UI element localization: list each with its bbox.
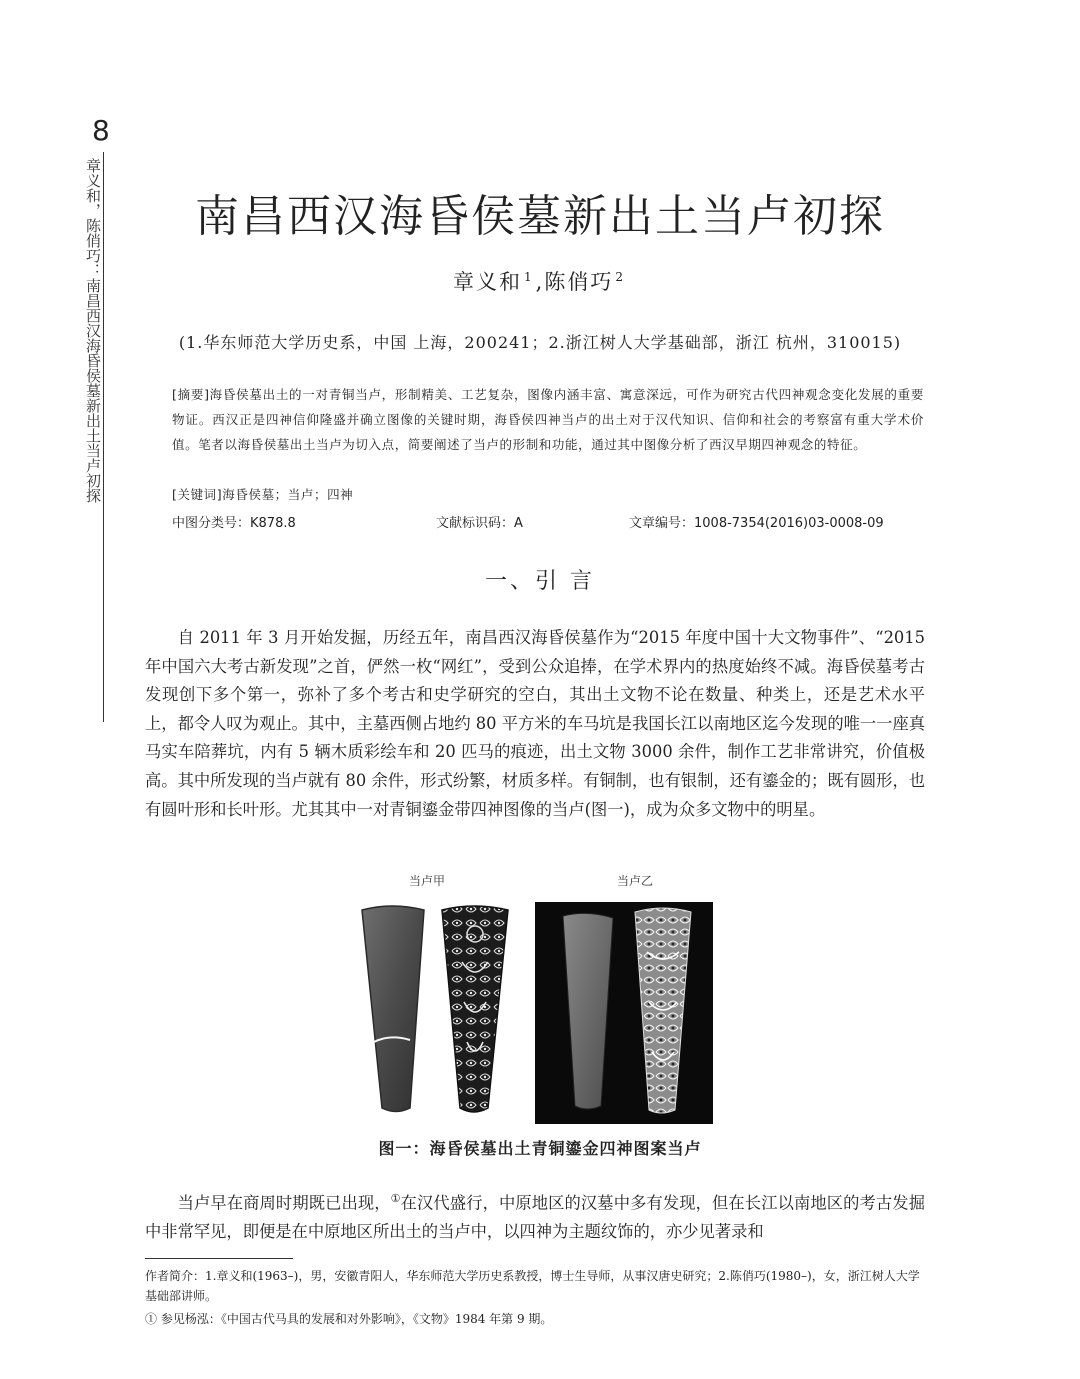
body-paragraph: 自 2011 年 3 月开始发掘，历经五年，南昌西汉海昏侯墓作为“2015 年度中国十大文物事件”、“2015 年中国六大考古新发现”之首，俨然一枚“网红”，受到公众追捧，在学术界内的热度始终不减。海昏侯墓考古发现创下多个第一，弥补了多个考古和史学研究的空白，其出土文物不论在数量、种类上，还是艺术水平上，都令人叹为观止。其中，主墓西侧占地约 80 平方米的车马坑是我国长江以南地区迄今发现的唯一一座真马实车陪葬坑，内有 5 辆木质彩绘车和 20 匹马的痕迹，出土文物 3000 余件，制作工艺非常讲究，价值极高。其中所发现的当卢就有 80 余件，形式纷繁，材质多样。有铜制，也有银制，还有鎏金的；既有圆形，也有圆叶形和长叶形。尤其其中一对青铜鎏金带四神图像的当卢(图一)，成为众多文物中的明星。 (145, 628, 926, 819)
author-separator: , (535, 270, 545, 294)
figure-photo-jia (352, 902, 517, 1124)
figure-photo-yi (535, 902, 713, 1124)
abstract (172, 382, 924, 457)
body-paragraph-2 (145, 1185, 925, 1247)
footnote: ① 参见杨泓：《中国古代马具的发展和对外影响》，《文物》1984 年第 9 期。 (145, 1312, 553, 1326)
page-number: 8 (92, 114, 110, 147)
author-bio-text: 1.章义和(1963–)，男，安徽青阳人，华东师范大学历史系教授，博士生导师，从事汉唐史研究；2.陈俏巧(1980–)，女，浙江树人大学基础部讲师。 (145, 1269, 920, 1303)
paragraph2-text-after: 在汉代盛行，中原地区的汉墓中多有发现，但在长江以南地区的考古发掘中非常罕见，即便是在中原地区所出土的当卢中，以四神为主题纹饰的，亦少见著录和 (145, 1193, 925, 1242)
abstract-text: 海昏侯墓出土的一对青铜当卢，形制精美、工艺复杂，图像内涵丰富、寓意深远，可作为研究古代四神观念变化发展的重要物证。西汉正是四神信仰隆盛并确立图像的关键时期，海昏侯四神当卢的出土对于汉代知识、信仰和社会的考察富有重大学术价值。笔者以海昏侯墓出土当卢为切入点，简要阐述了当卢的形制和功能，通过其中图像分析了西汉早期四神观念的特征。 (172, 387, 924, 452)
keywords (172, 485, 353, 503)
paragraph2-text-before: 当卢早在商周时期既已出现， (177, 1193, 391, 1213)
author-line (0, 266, 1080, 296)
keywords-tag: [关键词] (172, 487, 223, 502)
footnote-ref-1: ① (390, 1192, 401, 1205)
affiliation: (1.华东师范大学历史系，中国 上海，200241；2.浙江树人大学基础部，浙江 杭州，310015) (178, 333, 902, 352)
affiliation-mark-1: 1 (524, 270, 534, 284)
clc-number: 中图分类号：K878.8 (172, 516, 296, 531)
author-bio (145, 1266, 925, 1306)
running-head: 章义和，陈俏巧：南昌西汉海昏侯墓新出土当卢初探 (84, 158, 102, 503)
article-number: 文章编号：1008-7354(2016)03-0008-09 (629, 516, 884, 531)
section-heading: 一、引 言 (485, 569, 595, 594)
figure-label-jia: 当卢甲 (409, 874, 446, 888)
author-bio-tag: 作者简介： (145, 1269, 206, 1283)
figure-caption: 图一：海昏侯墓出土青铜鎏金四神图案当卢 (378, 1139, 702, 1158)
figure-label-yi: 当卢乙 (617, 874, 654, 888)
keywords-text: 海昏侯墓；当卢；四神 (222, 487, 354, 502)
author-name-2: 陈俏巧 (544, 270, 614, 294)
abstract-tag: [摘要] (172, 387, 210, 402)
document-code: 文献标识码：A (436, 516, 523, 531)
footnote-divider (145, 1258, 293, 1259)
author-name-1: 章义和 (453, 270, 523, 294)
article-title: 南昌西汉海昏侯墓新出土当卢初探 (195, 191, 885, 242)
affiliation-mark-2: 2 (615, 270, 625, 284)
